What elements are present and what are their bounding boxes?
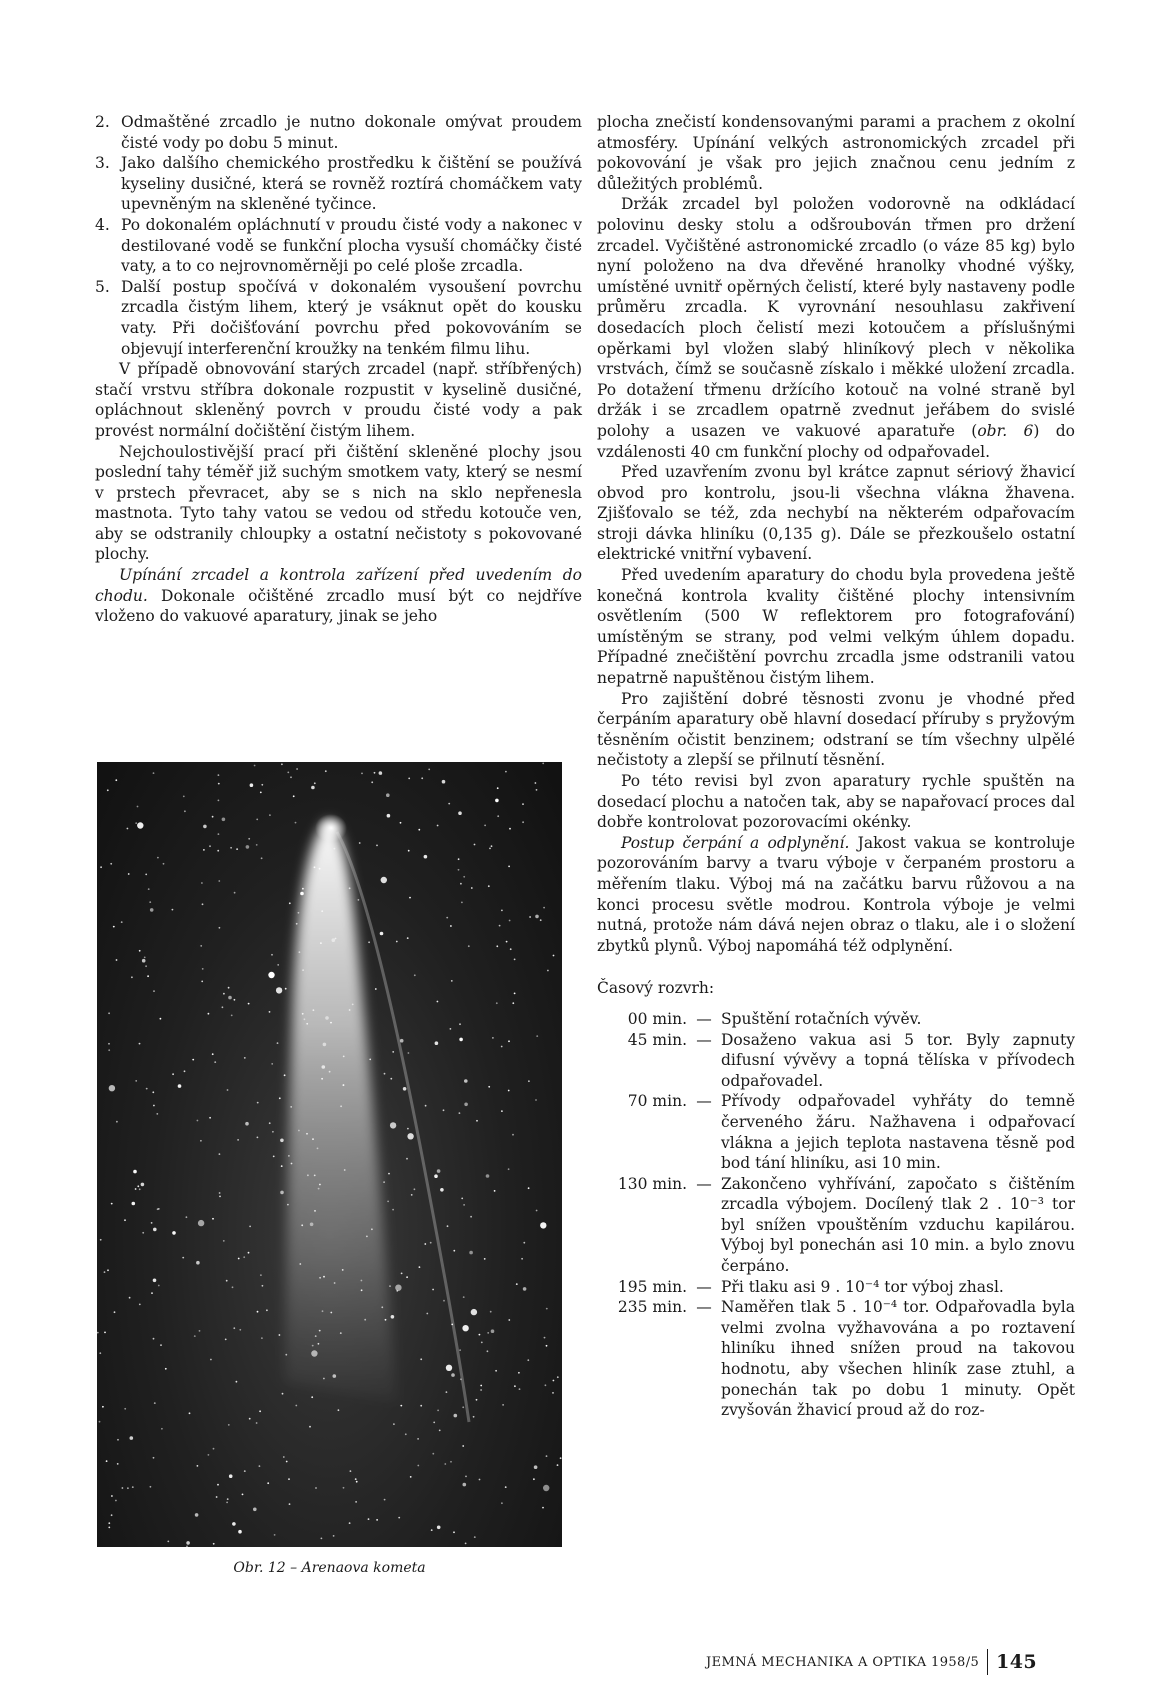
schedule-dash: — (696, 1174, 712, 1193)
figure-caption: Obr. 12 – Arenaova kometa (233, 1560, 426, 1576)
section-heading: Upínání zrcadel a kontrola zařízení před uvedením do chodu. (95, 566, 582, 605)
list-item (95, 215, 582, 277)
schedule-row (597, 1091, 1075, 1173)
schedule-time: 45 min. (627, 1030, 687, 1049)
paragraph (597, 194, 1075, 462)
paragraph: Nejchoulostivější prací při čištění skleněné plochy jsou poslední tahy téměř již suchým smotkem vaty, který se nesmí v prstech převracet, aby se s nich na sklo nepřenesla mastnota. Tyto tahy vatou se vedou od středu kotouče ven, aby se odstranily chloupky a ostatní nečistoty s pokovované plochy. (95, 442, 582, 564)
schedule-row (597, 1297, 1075, 1421)
paragraph-text: ) do vzdálenosti 40 cm funkční plochy od odpařovadel. (597, 421, 1075, 461)
list-number: 5. (95, 277, 110, 296)
paragraph: Před uvedením aparatury do chodu byla provedena ještě konečná kontrola kvality čištěné plochy intensivním osvětlením (500 W reflektorem pro fotografování) umístěným se strany, pod velmi velkým úhlem dopadu. Případné znečištění povrchu zrcadla jsme odstranili vatou nepatrně napuštěnou čistým lihem. (597, 566, 1075, 688)
schedule-row (597, 1009, 1075, 1030)
schedule-dash: — (696, 1030, 712, 1049)
list-item (95, 277, 582, 359)
paragraph: Po této revisi byl zvon aparatury rychle spuštěn na dosedací plochu a natočen tak, aby se napařovací proces dal dobře kontrolovat pozorovacími okénky. (597, 772, 1075, 832)
schedule-text: Přívody odpařovadel vyhřáty do temně červeného žáru. Nažhavena i odpařovací vlákna a jejich teplota nastavena těsně pod bod tání hliníku, asi 10 min. (721, 1092, 1075, 1173)
schedule-dash: — (696, 1092, 712, 1111)
schedule-time: 00 min. (627, 1009, 687, 1028)
schedule-row (597, 1277, 1075, 1298)
schedule-time: 130 min. (617, 1174, 687, 1193)
schedule-list (597, 1009, 1075, 1421)
page-footer (706, 1649, 1037, 1675)
paragraph: V případě obnovování starých zrcadel (např. stříbřených) stačí vrstvu stříbra dokonale rozpustit v kyselině dusičné, opláchnout skleněný povrch v proudu čisté vody a pak provést normální dočištění čistým lihem. (95, 360, 582, 440)
schedule-text: Spuštění rotačních vývěv. (721, 1009, 922, 1028)
list-text: Po dokonalém opláchnutí v proudu čisté vody a nakonec v destilované vodě se funkční plocha vysuší chomáčky čisté vaty, a to co nejrovnoměrněji po celé ploše zrcadla. (121, 215, 582, 276)
paragraph: Před uzavřením zvonu byl krátce zapnut sériový žhavicí obvod pro kontrolu, jsou-li všechna vlákna žhavena. Zjišťovalo se též, zda nechybí na některém odpařovacím stroji dávka hliníku (0,135 g). Dále se přezkoušelo ostatní elektrické vnitřní vybavení. (597, 463, 1075, 564)
paragraph: plocha znečistí kondensovanými parami a prachem z okolní atmosféry. Upínání velkých astronomických zrcadel při pokovování je však pro jejich značnou cenu jedním z důležitých problémů. (597, 113, 1075, 193)
comet-photograph (97, 762, 562, 1547)
schedule-time: 70 min. (627, 1092, 687, 1111)
schedule-dash: — (696, 1298, 712, 1317)
journal-name: JEMNÁ MECHANIKA A OPTIKA 1958/5 (706, 1654, 980, 1670)
list-item (95, 112, 582, 153)
footer-divider (987, 1649, 988, 1675)
schedule-text: Zakončeno vyhřívání, započato s čištěním zrcadla výbojem. Docílený tlak 2 . 10⁻³ tor byl snížen vpouštěním vzduchu kapilárou. Výboj byl ponechán asi 10 min. a bylo znovu čerpáno. (721, 1174, 1075, 1276)
paragraph-text: Jakost vakua se kontroluje pozorováním barvy a tvaru výboje v čerpaném prostoru a měřením tlaku. Výboj má na začátku barvu růžovou a na konci procesu světle modrou. Kontrola výboje je velmi nutná, protože nám dává nejen obraz o tlaku, ale i o složení zbytků plynů. Výboj napomáhá též odplynění. (597, 833, 1075, 955)
page-number: 145 (996, 1651, 1038, 1673)
numbered-list (95, 112, 582, 359)
schedule-title: Časový rozvrh: (597, 979, 715, 998)
figure-reference: obr. 6 (977, 421, 1034, 440)
paragraph (597, 833, 1075, 957)
section-heading: Postup čerpání a odplynění. (621, 833, 850, 852)
schedule-time: 195 min. (617, 1277, 687, 1296)
schedule-dash: — (696, 1277, 712, 1296)
paragraph (95, 565, 582, 627)
list-number: 4. (95, 215, 110, 234)
schedule-text: Dosaženo vakua asi 5 tor. Byly zapnuty difusní vývěvy a topná tělíska v přívodech odpařovadel. (721, 1030, 1075, 1090)
list-text: Jako dalšího chemického prostředku k čištění se používá kyseliny dusičné, která se rovněž roztírá chomáčkem vaty upevněným na skleněné tyčince. (121, 154, 582, 214)
left-column (95, 112, 582, 627)
schedule-time: 235 min. (617, 1298, 687, 1317)
schedule-text: Naměřen tlak 5 . 10⁻⁴ tor. Odpařovadla byla velmi zvolna vyžhavována a po roztavení hliníku ihned snížen proud na takovou hodnotu, aby všechen hliník zase ztuhl, a ponechán tak po dobu 1 minuty. Opět zvyšován žhavicí proud až do roz- (721, 1298, 1075, 1420)
list-number: 2. (95, 113, 110, 131)
list-number: 3. (95, 154, 110, 173)
paragraph-text: Dokonale očištěné zrcadlo musí být co nejdříve vloženo do vakuové aparatury, jinak se jeho (95, 586, 582, 626)
paragraph: Pro zajištění dobré těsnosti zvonu je vhodné před čerpáním aparatury obě hlavní dosedací příruby s pryžovým těsněním očistit benzinem; odstraní se tím všechny ulpělé nečistoty a zlepší se přilnutí těsnění. (597, 689, 1075, 770)
schedule-text: Při tlaku asi 9 . 10⁻⁴ tor výboj zhasl. (721, 1277, 1004, 1296)
schedule-row (597, 1174, 1075, 1277)
right-column (597, 112, 1075, 1421)
list-text: Odmaštěné zrcadlo je nutno dokonale omývat proudem čisté vody po dobu 5 minut. (121, 113, 582, 152)
comet-image (97, 762, 562, 1547)
list-text: Další postup spočívá v dokonalém vysoušení povrchu zrcadla čistým lihem, který je vsáknut opět do kousku vaty. Při dočišťování povrchu před pokovováním se objevují interferenční kroužky na tenkém filmu lihu. (121, 277, 582, 358)
paragraph-text: Držák zrcadel byl položen vodorovně na odkládací polovinu desky stolu a odšroubován třmen pro držení zrcadel. Vyčištěné astronomické zrcadlo (o váze 85 kg) bylo nyní položeno na dva dřevěné hranolky vhodné výšky, umístěné uvnitř opěrných čelistí, které byly nastaveny podle průměru zrcadla. K vyrovnání nesouhlasu zakřivení dosedacích ploch čelistí mezi kotoučem a příslušnými opěrkami byl vložen slabý hliníkový plech v několika vrstvách, čímž se současně získalo i měkké uložení zrcadla. Po dotažení třmenu držícího kotouč na volné straně byl držák i se zrcadlem opatrně zvednut jeřábem do svislé polohy a usazen ve vakuové aparatuře ( (597, 195, 1075, 440)
list-item (95, 153, 582, 215)
schedule-dash: — (696, 1009, 712, 1028)
schedule-row (597, 1030, 1075, 1092)
